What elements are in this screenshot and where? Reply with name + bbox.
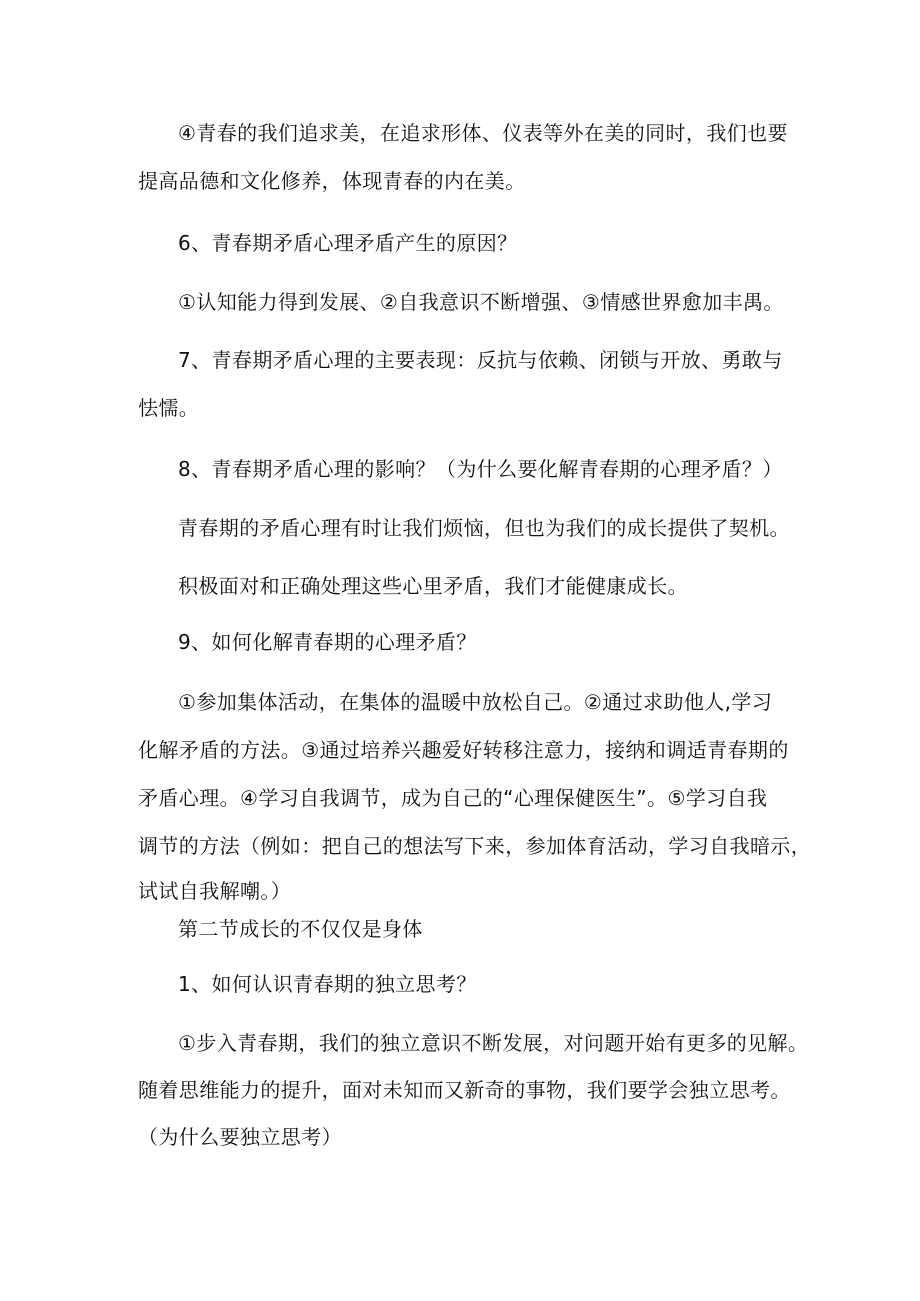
paragraph-line: （为什么要独立思考） bbox=[138, 1125, 342, 1149]
section-heading: 1、如何认识青春期的独立思考？ bbox=[178, 972, 477, 996]
paragraph-line: 积极面对和正确处理这些心里矛盾，我们才能健康成长。 bbox=[178, 574, 688, 598]
section-heading: 6、青春期矛盾心理矛盾产生的原因？ bbox=[178, 231, 518, 255]
paragraph-line: ①参加集体活动，在集体的温暖中放松自己。②通过求助他人,学习 bbox=[178, 690, 773, 714]
paragraph-line: 青春期的矛盾心理有时让我们烦恼，但也为我们的成长提供了契机。 bbox=[178, 516, 790, 540]
section-heading: 7、青春期矛盾心理的主要表现：反抗与依赖、闭锁与开放、勇敢与 bbox=[178, 348, 783, 372]
paragraph-line: ④青春的我们追求美，在追求形体、仪表等外在美的同时，我们也要 bbox=[178, 121, 788, 145]
paragraph-line: ①步入青春期，我们的独立意识不断发展，对问题开始有更多的见解。 bbox=[178, 1031, 809, 1055]
paragraph-line: 提高品德和文化修养，体现青春的内在美。 bbox=[138, 169, 526, 193]
section-heading: 9、如何化解青春期的心理矛盾？ bbox=[178, 630, 477, 654]
paragraph-line: 试试自我解嘲。） bbox=[138, 879, 292, 903]
paragraph-line: 化解矛盾的方法。③通过培养兴趣爱好转移注意力，接纳和调适青春期的 bbox=[138, 738, 789, 762]
paragraph-line: 怯懦。 bbox=[138, 396, 200, 420]
section-heading: 8、青春期矛盾心理的影响？（为什么要化解青春期的心理矛盾？） bbox=[178, 457, 783, 481]
section-title: 第二节成长的不仅仅是身体 bbox=[178, 917, 423, 941]
paragraph-line: 随着思维能力的提升，面对未知而又新奇的事物，我们要学会独立思考。 bbox=[138, 1078, 791, 1102]
paragraph-line: ①认知能力得到发展、②自我意识不断增强、③情感世界愈加丰禺。 bbox=[178, 290, 784, 314]
paragraph-line: 矛盾心理。④学习自我调节，成为自己的“心理保健医生”。⑤学习自我 bbox=[138, 786, 768, 810]
paragraph-line: 调节的方法（例如：把自己的想法写下来，参加体育活动，学习自我暗示， bbox=[138, 834, 812, 858]
